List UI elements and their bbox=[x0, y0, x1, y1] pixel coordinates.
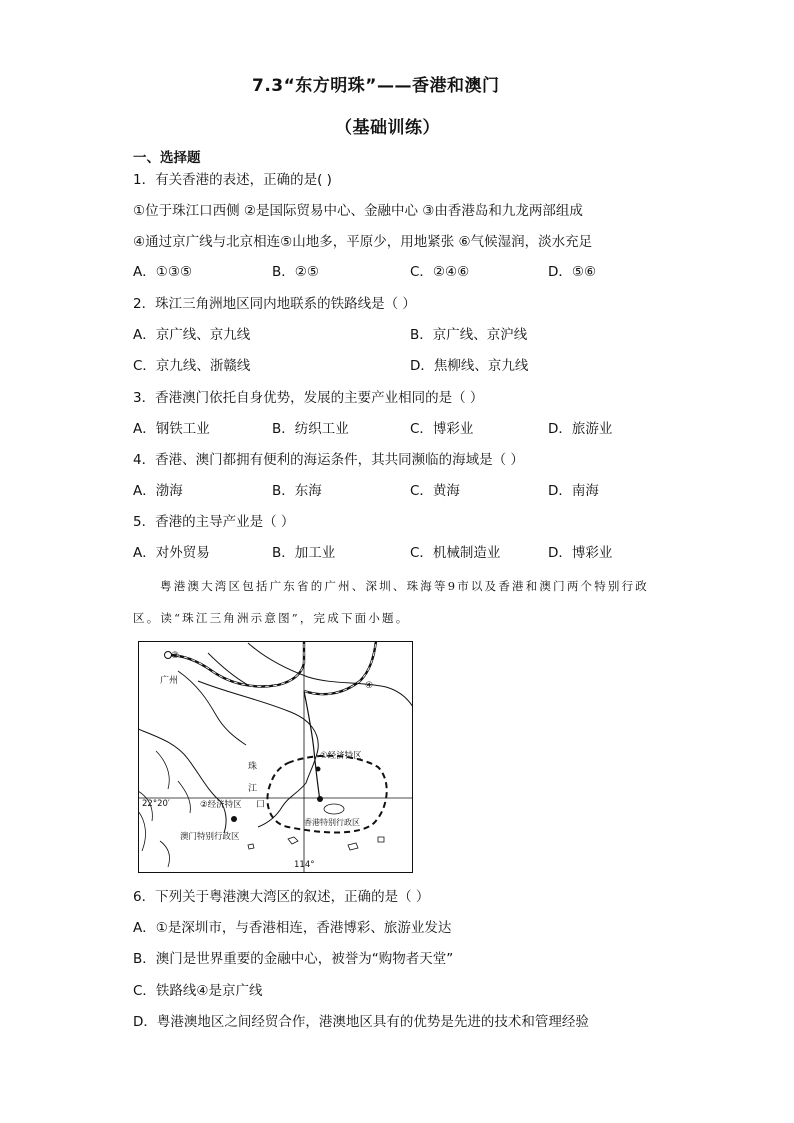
label-hongkong: 香港特别行政区 bbox=[304, 818, 360, 827]
question-1-option-b[interactable]: B．②⑤ bbox=[272, 264, 319, 280]
question-5-option-c[interactable]: C．机械制造业 bbox=[410, 545, 501, 561]
question-4-option-d[interactable]: D．南海 bbox=[548, 483, 599, 499]
question-1-stem: 1．有关香港的表述，正确的是( ) bbox=[133, 172, 332, 188]
macau-marker bbox=[231, 816, 237, 822]
page-subtitle: （基础训练） bbox=[335, 118, 440, 138]
question-6-option-c[interactable]: C．铁路线④是京广线 bbox=[133, 983, 263, 999]
hk-marker bbox=[317, 796, 323, 802]
label-sez2: ②经济特区 bbox=[200, 800, 242, 810]
question-2-option-d[interactable]: D．焦柳线、京九线 bbox=[410, 358, 529, 374]
question-2-option-b[interactable]: B．京广线、京沪线 bbox=[410, 327, 528, 343]
question-3-stem: 3．香港澳门依托自身优势，发展的主要产业相同的是（ ） bbox=[133, 390, 484, 406]
label-guangzhou: 广州 bbox=[160, 676, 179, 686]
label-river-2: 江 bbox=[248, 784, 258, 794]
question-1-option-d[interactable]: D．⑤⑥ bbox=[548, 264, 597, 280]
question-6-option-b[interactable]: B．澳门是世界重要的金融中心，被誉为“购物者天堂” bbox=[133, 951, 454, 967]
label-sez1: ①经济特区 bbox=[320, 751, 362, 761]
label-river-3: 口 bbox=[256, 800, 266, 810]
question-3-option-b[interactable]: B．纺织工业 bbox=[272, 421, 349, 437]
passage-line-1: 粤港澳大湾区包括广东省的广州、深圳、珠海等9市以及香港和澳门两个特别行政 bbox=[160, 579, 650, 593]
label-rail-right: ④ bbox=[365, 681, 374, 691]
label-longitude: 114° bbox=[294, 860, 315, 870]
label-rail-top: ③ bbox=[171, 651, 180, 661]
question-1-option-c[interactable]: C．②④⑥ bbox=[410, 264, 470, 280]
sez1-marker bbox=[316, 767, 321, 772]
question-4-option-c[interactable]: C．黄海 bbox=[410, 483, 460, 499]
question-5-stem: 5．香港的主导产业是（ ） bbox=[133, 514, 295, 530]
question-2-option-c[interactable]: C．京九线、浙赣线 bbox=[133, 358, 251, 374]
question-5-option-b[interactable]: B．加工业 bbox=[272, 545, 336, 561]
page-title: 7.3“东方明珠”——香港和澳门 bbox=[252, 76, 500, 96]
question-3-option-a[interactable]: A．钢铁工业 bbox=[133, 421, 210, 437]
question-5-option-d[interactable]: D．博彩业 bbox=[548, 545, 613, 561]
label-macau: 澳门特别行政区 bbox=[180, 832, 240, 842]
question-2-stem: 2．珠江三角洲地区同内地联系的铁路线是（ ） bbox=[133, 296, 416, 312]
question-3-option-d[interactable]: D．旅游业 bbox=[548, 421, 613, 437]
question-1-statement-2: ④通过京广线与北京相连⑤山地多，平原少，用地紧张 ⑥气候湿润，淡水充足 bbox=[133, 234, 593, 250]
question-1-option-a[interactable]: A．①③⑤ bbox=[133, 264, 193, 280]
question-4-stem: 4．香港、澳门都拥有便利的海运条件，其共同濒临的海域是（ ） bbox=[133, 452, 524, 468]
label-river-1: 珠 bbox=[248, 762, 258, 772]
question-6-option-d[interactable]: D．粤港澳地区之间经贸合作，港澳地区具有的优势是先进的技术和管理经验 bbox=[133, 1014, 589, 1030]
question-4-option-a[interactable]: A．渤海 bbox=[133, 483, 183, 499]
passage-line-2: 区。读“珠江三角洲示意图”，完成下面小题。 bbox=[133, 611, 410, 625]
section-header: 一、选择题 bbox=[133, 150, 201, 166]
hk-island bbox=[324, 804, 344, 814]
question-6-stem: 6．下列关于粤港澳大湾区的叙述，正确的是（ ） bbox=[133, 889, 430, 905]
question-4-option-b[interactable]: B．东海 bbox=[272, 483, 322, 499]
label-latitude: 22°20′ bbox=[142, 799, 170, 809]
question-1-statement-1: ①位于珠江口西侧 ②是国际贸易中心、金融中心 ③由香港岛和九龙两部组成 bbox=[133, 203, 583, 219]
question-6-option-a[interactable]: A．①是深圳市，与香港相连，香港博彩、旅游业发达 bbox=[133, 920, 452, 936]
question-3-option-c[interactable]: C．博彩业 bbox=[410, 421, 474, 437]
pearl-river-delta-map bbox=[138, 641, 413, 873]
question-5-option-a[interactable]: A．对外贸易 bbox=[133, 545, 210, 561]
question-2-option-a[interactable]: A．京广线、京九线 bbox=[133, 327, 251, 343]
